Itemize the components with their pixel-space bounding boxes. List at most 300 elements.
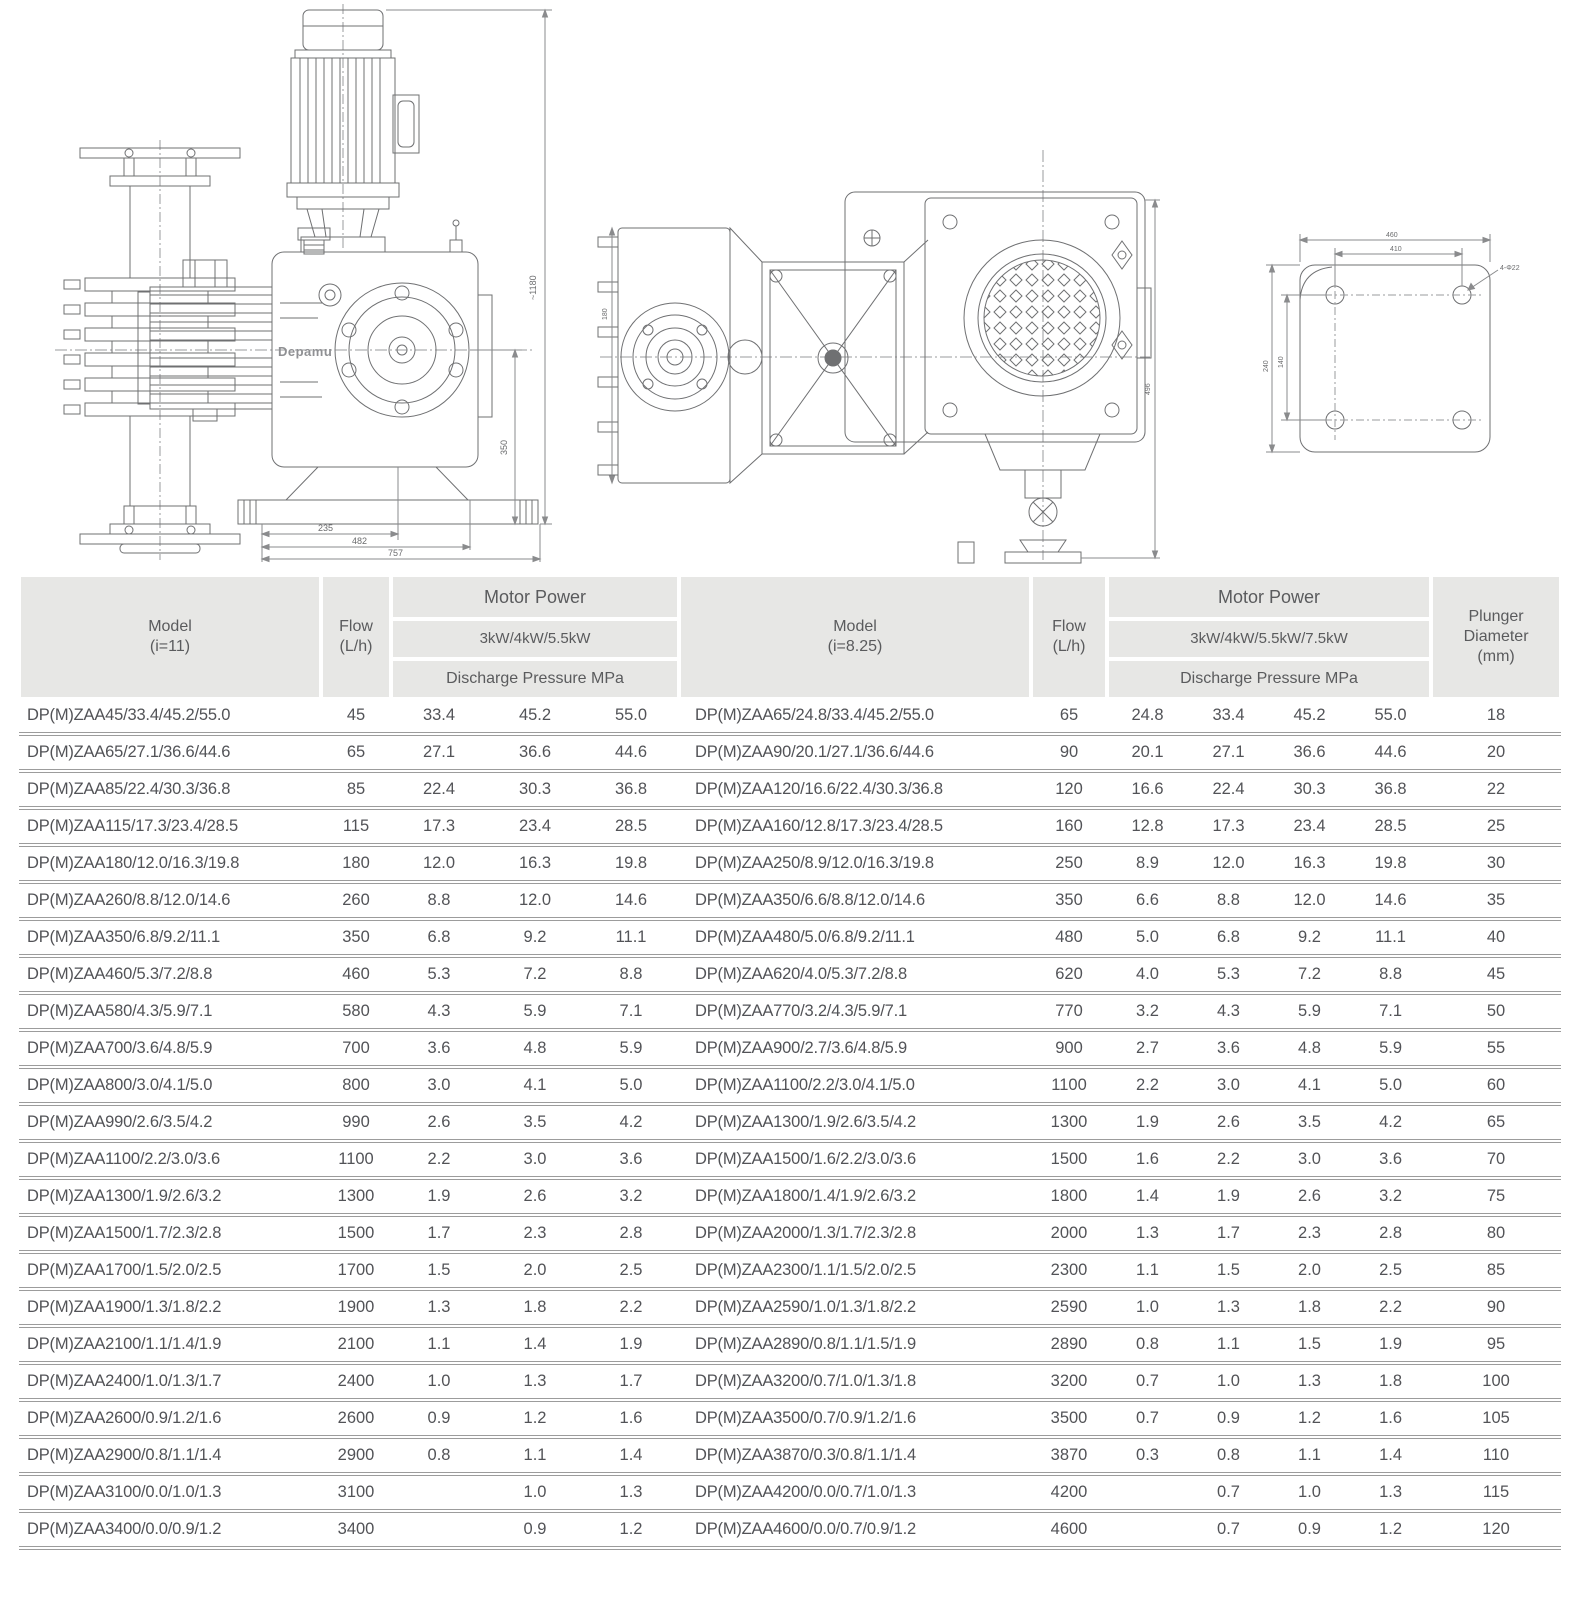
flow-cell: 350	[1031, 884, 1107, 921]
pressure-cell: 1.9	[1107, 1106, 1188, 1143]
pressure-cell: 28.5	[1350, 810, 1431, 847]
model-cell: DP(M)ZAA85/22.4/30.3/36.8	[19, 773, 321, 810]
pressure-cell: 30.3	[1269, 773, 1350, 810]
pressure-cell: 1.9	[1350, 1328, 1431, 1365]
model-cell: DP(M)ZAA120/16.6/22.4/30.3/36.8	[679, 773, 1031, 810]
pressure-cell: 1.3	[1350, 1476, 1431, 1513]
model-cell: DP(M)ZAA800/3.0/4.1/5.0	[19, 1069, 321, 1106]
motor	[287, 10, 419, 197]
pressure-cell: 1.2	[487, 1402, 583, 1439]
pressure-cell: 24.8	[1107, 699, 1188, 736]
pressure-cell: 1.7	[391, 1217, 487, 1254]
pressure-cell: 1.9	[1188, 1180, 1269, 1217]
flow-cell: 2590	[1031, 1291, 1107, 1328]
pump-head-top	[598, 228, 762, 483]
base-plate-drawing	[1263, 232, 1520, 452]
pressure-cell: 0.8	[1188, 1439, 1269, 1476]
top-view-dims	[602, 200, 1160, 558]
dim-plate-top-outer: 460	[1386, 232, 1398, 239]
model-cell: DP(M)ZAA4600/0.0/0.7/0.9/1.2	[679, 1513, 1031, 1550]
pressure-cell: 1.3	[391, 1291, 487, 1328]
dim-top-view-left: 180	[602, 308, 609, 320]
pressure-cell: 2.0	[487, 1254, 583, 1291]
table-row	[19, 921, 679, 958]
pressure-cell: 2.2	[1188, 1143, 1269, 1180]
plunger-cell: 110	[1431, 1439, 1561, 1476]
plunger-cell: 30	[1431, 847, 1561, 884]
model-cell: DP(M)ZAA900/2.7/3.6/4.8/5.9	[679, 1032, 1031, 1069]
pressure-cell: 14.6	[583, 884, 679, 921]
table-row	[679, 1402, 1561, 1439]
plunger-cell: 60	[1431, 1069, 1561, 1106]
pressure-cell: 0.8	[391, 1439, 487, 1476]
fan-grille	[984, 260, 1100, 376]
pressure-cell: 5.9	[1350, 1032, 1431, 1069]
pressure-cell: 1.0	[487, 1476, 583, 1513]
table-row	[19, 1106, 679, 1143]
pressure-cell: 5.0	[1350, 1069, 1431, 1106]
flow-cell: 120	[1031, 773, 1107, 810]
pressure-cell: 1.1	[391, 1328, 487, 1365]
model-cell: DP(M)ZAA65/24.8/33.4/45.2/55.0	[679, 699, 1031, 736]
pressure-cell: 1.0	[391, 1365, 487, 1402]
pressure-cell: 1.0	[1188, 1365, 1269, 1402]
flow-cell: 2600	[321, 1402, 391, 1439]
pressure-cell: 5.3	[391, 958, 487, 995]
flow-header-line1: Flow	[339, 618, 373, 635]
vent-plug	[450, 240, 462, 252]
table-row	[19, 958, 679, 995]
pressure-cell: 1.7	[1188, 1217, 1269, 1254]
pressure-cell: 1.3	[487, 1365, 583, 1402]
pressure-cell: 55.0	[583, 699, 679, 736]
flow-cell: 2100	[321, 1328, 391, 1365]
pressure-cell: 2.6	[391, 1106, 487, 1143]
pressure-cell: 1.8	[1269, 1291, 1350, 1328]
table-row	[19, 995, 679, 1032]
pressure-cell: 0.9	[1188, 1402, 1269, 1439]
spec-table-i825-body	[679, 699, 1561, 1550]
table-row	[679, 699, 1561, 736]
pressure-cell: 2.2	[583, 1291, 679, 1328]
flow-cell: 3870	[1031, 1439, 1107, 1476]
pressure-cell: 4.3	[1188, 995, 1269, 1032]
pressure-cell: 4.1	[1269, 1069, 1350, 1106]
pressure-cell: 1.1	[487, 1439, 583, 1476]
col-header-model	[19, 575, 321, 699]
pressure-cell: 1.3	[583, 1476, 679, 1513]
col-header-flow	[1031, 575, 1107, 699]
pressure-cell: 1.8	[1350, 1365, 1431, 1402]
spec-tables	[19, 575, 1561, 1550]
pressure-cell: 28.5	[583, 810, 679, 847]
pressure-cell: 12.0	[391, 847, 487, 884]
model-cell: DP(M)ZAA2400/1.0/1.3/1.7	[19, 1365, 321, 1402]
pressure-cell: 14.6	[1350, 884, 1431, 921]
model-header-line1: Model	[148, 618, 192, 635]
model-cell: DP(M)ZAA2100/1.1/1.4/1.9	[19, 1328, 321, 1365]
pressure-cell: 36.8	[583, 773, 679, 810]
pressure-cell: 0.9	[391, 1402, 487, 1439]
flow-cell: 1100	[1031, 1069, 1107, 1106]
flow-cell: 770	[1031, 995, 1107, 1032]
dim-top-view-right: 496	[1145, 383, 1152, 395]
model-cell: DP(M)ZAA3100/0.0/1.0/1.3	[19, 1476, 321, 1513]
table-row	[19, 847, 679, 884]
spec-table-i825-header	[679, 575, 1561, 699]
pressure-cell: 5.9	[487, 995, 583, 1032]
plunger-cell: 120	[1431, 1513, 1561, 1550]
pressure-cell: 4.0	[1107, 958, 1188, 995]
pressure-cell: 16.3	[487, 847, 583, 884]
pressure-cell: 0.8	[1107, 1328, 1188, 1365]
model-cell: DP(M)ZAA3500/0.7/0.9/1.2/1.6	[679, 1402, 1031, 1439]
pressure-cell: 4.2	[1350, 1106, 1431, 1143]
flow-cell: 900	[1031, 1032, 1107, 1069]
pressure-cell: 1.7	[583, 1365, 679, 1402]
col-header-plunger-diameter	[1431, 575, 1561, 699]
pressure-cell: 3.0	[1269, 1143, 1350, 1180]
pressure-cell: 2.8	[1350, 1217, 1431, 1254]
bolt-hole-note: 4-Φ22	[1500, 265, 1520, 272]
pressure-cell: 1.5	[1188, 1254, 1269, 1291]
flow-cell: 4200	[1031, 1476, 1107, 1513]
flow-cell: 3400	[321, 1513, 391, 1550]
plunger-cell: 40	[1431, 921, 1561, 958]
table-row	[679, 921, 1561, 958]
col-header-discharge-pressure: Discharge Pressure MPa	[391, 659, 679, 699]
pressure-cell: 16.6	[1107, 773, 1188, 810]
col-header-motor-power: Motor Power	[1107, 575, 1431, 619]
pressure-cell: 3.0	[391, 1069, 487, 1106]
model-cell: DP(M)ZAA580/4.3/5.9/7.1	[19, 995, 321, 1032]
pressure-cell: 3.0	[1188, 1069, 1269, 1106]
dim-base-1: 235	[318, 523, 334, 533]
table-row	[679, 1476, 1561, 1513]
pressure-cell: 1.8	[487, 1291, 583, 1328]
table-row	[679, 736, 1561, 773]
model-cell: DP(M)ZAA350/6.8/9.2/11.1	[19, 921, 321, 958]
pressure-cell: 2.7	[1107, 1032, 1188, 1069]
pressure-cell: 11.1	[1350, 921, 1431, 958]
pressure-cell: 12.0	[1188, 847, 1269, 884]
pressure-cell: 7.2	[487, 958, 583, 995]
plunger-cell: 105	[1431, 1402, 1561, 1439]
pressure-cell: 1.9	[391, 1180, 487, 1217]
pressure-cell: 1.2	[1350, 1513, 1431, 1550]
col-header-flow	[321, 575, 391, 699]
table-row	[679, 1106, 1561, 1143]
model-cell: DP(M)ZAA2600/0.9/1.2/1.6	[19, 1402, 321, 1439]
flow-header-line1: Flow	[1052, 618, 1086, 635]
model-header-line2: (i=8.25)	[827, 638, 883, 655]
pressure-cell: 36.8	[1350, 773, 1431, 810]
model-cell: DP(M)ZAA1500/1.7/2.3/2.8	[19, 1217, 321, 1254]
model-cell: DP(M)ZAA160/12.8/17.3/23.4/28.5	[679, 810, 1031, 847]
model-cell: DP(M)ZAA1300/1.9/2.6/3.5/4.2	[679, 1106, 1031, 1143]
pressure-cell: 1.3	[1188, 1291, 1269, 1328]
pressure-cell: 17.3	[1188, 810, 1269, 847]
model-cell: DP(M)ZAA1100/2.2/3.0/4.1/5.0	[679, 1069, 1031, 1106]
pressure-cell	[391, 1476, 487, 1513]
pressure-cell: 1.2	[583, 1513, 679, 1550]
flow-cell: 3100	[321, 1476, 391, 1513]
flow-cell: 1500	[1031, 1143, 1107, 1180]
flow-cell: 480	[1031, 921, 1107, 958]
plunger-header-line1: Plunger	[1468, 608, 1524, 625]
pump-base	[238, 467, 538, 524]
pressure-cell: 0.7	[1188, 1476, 1269, 1513]
table-row	[19, 1476, 679, 1513]
table-row	[19, 1439, 679, 1476]
plunger-cell: 22	[1431, 773, 1561, 810]
flow-cell: 65	[1031, 699, 1107, 736]
pressure-cell: 6.8	[391, 921, 487, 958]
pressure-cell: 23.4	[1269, 810, 1350, 847]
flow-cell: 2300	[1031, 1254, 1107, 1291]
model-cell: DP(M)ZAA250/8.9/12.0/16.3/19.8	[679, 847, 1031, 884]
pressure-cell: 27.1	[391, 736, 487, 773]
table-row	[679, 1143, 1561, 1180]
spec-table-i11-header	[19, 575, 679, 699]
pressure-cell: 3.6	[1188, 1032, 1269, 1069]
dim-base-2: 482	[352, 536, 368, 546]
dim-plate-left-inner: 140	[1278, 356, 1285, 368]
pressure-cell: 19.8	[583, 847, 679, 884]
model-cell: DP(M)ZAA460/5.3/7.2/8.8	[19, 958, 321, 995]
model-cell: DP(M)ZAA3200/0.7/1.0/1.3/1.8	[679, 1365, 1031, 1402]
pressure-cell: 8.9	[1107, 847, 1188, 884]
model-cell: DP(M)ZAA2890/0.8/1.1/1.5/1.9	[679, 1328, 1031, 1365]
technical-drawings	[0, 0, 1579, 570]
pressure-cell: 7.1	[583, 995, 679, 1032]
flow-cell: 160	[1031, 810, 1107, 847]
flow-cell: 2400	[321, 1365, 391, 1402]
table-row	[19, 1217, 679, 1254]
table-row	[679, 958, 1561, 995]
plunger-header-line3: (mm)	[1477, 648, 1515, 665]
pressure-cell: 0.7	[1107, 1365, 1188, 1402]
model-cell: DP(M)ZAA2300/1.1/1.5/2.0/2.5	[679, 1254, 1031, 1291]
flow-cell: 620	[1031, 958, 1107, 995]
flow-cell: 1300	[1031, 1106, 1107, 1143]
table-row	[679, 1032, 1561, 1069]
pressure-cell: 22.4	[391, 773, 487, 810]
spec-table-i11	[19, 575, 679, 1550]
flow-cell: 350	[321, 921, 391, 958]
pressure-cell: 5.9	[583, 1032, 679, 1069]
pressure-cell: 44.6	[1350, 736, 1431, 773]
model-cell: DP(M)ZAA770/3.2/4.3/5.9/7.1	[679, 995, 1031, 1032]
pressure-cell: 7.2	[1269, 958, 1350, 995]
pressure-cell: 11.1	[583, 921, 679, 958]
pressure-cell: 8.8	[1350, 958, 1431, 995]
pressure-cell: 3.2	[583, 1180, 679, 1217]
table-row	[19, 1032, 679, 1069]
pressure-cell: 1.9	[583, 1328, 679, 1365]
model-cell: DP(M)ZAA620/4.0/5.3/7.2/8.8	[679, 958, 1031, 995]
pressure-cell: 2.0	[1269, 1254, 1350, 1291]
flow-cell: 580	[321, 995, 391, 1032]
model-cell: DP(M)ZAA65/27.1/36.6/44.6	[19, 736, 321, 773]
pressure-cell: 2.6	[1269, 1180, 1350, 1217]
table-row	[679, 884, 1561, 921]
model-cell: DP(M)ZAA1700/1.5/2.0/2.5	[19, 1254, 321, 1291]
dim-centerline-height: 350	[499, 439, 509, 455]
pressure-cell: 2.3	[487, 1217, 583, 1254]
pressure-cell: 9.2	[1269, 921, 1350, 958]
pressure-cell: 12.0	[487, 884, 583, 921]
pressure-cell: 1.3	[1269, 1365, 1350, 1402]
plunger-cell: 75	[1431, 1180, 1561, 1217]
table-row	[679, 810, 1561, 847]
pressure-cell: 4.1	[487, 1069, 583, 1106]
flow-cell: 2900	[321, 1439, 391, 1476]
model-cell: DP(M)ZAA1100/2.2/3.0/3.6	[19, 1143, 321, 1180]
table-row	[19, 1328, 679, 1365]
dim-base-3: 757	[388, 548, 404, 558]
pressure-cell: 5.0	[583, 1069, 679, 1106]
pressure-cell: 23.4	[487, 810, 583, 847]
flow-cell: 260	[321, 884, 391, 921]
table-row	[19, 773, 679, 810]
model-cell: DP(M)ZAA1800/1.4/1.9/2.6/3.2	[679, 1180, 1031, 1217]
col-header-model	[679, 575, 1031, 699]
table-row	[679, 1365, 1561, 1402]
pressure-cell	[391, 1513, 487, 1550]
pressure-cell: 36.6	[1269, 736, 1350, 773]
table-row	[679, 1513, 1561, 1550]
flow-cell: 1300	[321, 1180, 391, 1217]
flow-cell: 45	[321, 699, 391, 736]
pressure-cell: 1.6	[583, 1402, 679, 1439]
table-row	[679, 1254, 1561, 1291]
flow-cell: 3200	[1031, 1365, 1107, 1402]
table-row	[679, 995, 1561, 1032]
plunger-cell: 70	[1431, 1143, 1561, 1180]
plunger-cell: 25	[1431, 810, 1561, 847]
flow-cell: 460	[321, 958, 391, 995]
table-row	[19, 1069, 679, 1106]
table-row	[679, 773, 1561, 810]
model-header-line2: (i=11)	[149, 638, 191, 655]
plunger-header-line2: Diameter	[1463, 628, 1529, 645]
pressure-cell: 4.8	[1269, 1032, 1350, 1069]
table-row	[19, 699, 679, 736]
table-row	[679, 1439, 1561, 1476]
table-row	[19, 1402, 679, 1439]
pressure-cell: 1.1	[1107, 1254, 1188, 1291]
spec-table-i825	[679, 575, 1561, 1550]
pressure-cell: 2.2	[391, 1143, 487, 1180]
pressure-cell: 1.4	[1350, 1439, 1431, 1476]
model-cell: DP(M)ZAA1900/1.3/1.8/2.2	[19, 1291, 321, 1328]
pressure-cell: 1.5	[1269, 1328, 1350, 1365]
pressure-cell: 0.9	[1269, 1513, 1350, 1550]
col-header-discharge-pressure: Discharge Pressure MPa	[1107, 659, 1431, 699]
pressure-cell: 1.6	[1107, 1143, 1188, 1180]
pressure-cell: 2.2	[1107, 1069, 1188, 1106]
pump-side-view-drawing	[55, 4, 552, 562]
pressure-cell: 19.8	[1350, 847, 1431, 884]
gear-housing	[272, 220, 492, 467]
flow-cell: 3500	[1031, 1402, 1107, 1439]
pressure-cell: 1.3	[1107, 1217, 1188, 1254]
model-cell: DP(M)ZAA3870/0.3/0.8/1.1/1.4	[679, 1439, 1031, 1476]
table-row	[19, 1254, 679, 1291]
pressure-cell: 6.6	[1107, 884, 1188, 921]
pressure-cell: 1.4	[487, 1328, 583, 1365]
pressure-cell: 8.8	[583, 958, 679, 995]
flow-header-line2: (L/h)	[339, 638, 373, 655]
flow-cell: 4600	[1031, 1513, 1107, 1550]
pressure-cell: 20.1	[1107, 736, 1188, 773]
spec-table-i11-body	[19, 699, 679, 1550]
model-cell: DP(M)ZAA2900/0.8/1.1/1.4	[19, 1439, 321, 1476]
pressure-cell: 3.5	[487, 1106, 583, 1143]
model-cell: DP(M)ZAA3400/0.0/0.9/1.2	[19, 1513, 321, 1550]
pressure-cell: 0.7	[1188, 1513, 1269, 1550]
model-cell: DP(M)ZAA1500/1.6/2.2/3.0/3.6	[679, 1143, 1031, 1180]
model-cell: DP(M)ZAA1300/1.9/2.6/3.2	[19, 1180, 321, 1217]
pressure-cell: 1.0	[1269, 1476, 1350, 1513]
flow-cell: 1800	[1031, 1180, 1107, 1217]
model-cell: DP(M)ZAA990/2.6/3.5/4.2	[19, 1106, 321, 1143]
table-row	[19, 736, 679, 773]
plunger-cell: 65	[1431, 1106, 1561, 1143]
col-header-power-ratings: 3kW/4kW/5.5kW/7.5kW	[1107, 619, 1431, 659]
model-cell: DP(M)ZAA4200/0.0/0.7/1.0/1.3	[679, 1476, 1031, 1513]
dim-plate-left-outer: 240	[1263, 360, 1270, 372]
motor-junction-box	[393, 95, 419, 153]
flow-header-line2: (L/h)	[1052, 638, 1086, 655]
pressure-cell: 1.5	[391, 1254, 487, 1291]
pressure-cell: 5.3	[1188, 958, 1269, 995]
col-header-power-ratings: 3kW/4kW/5.5kW	[391, 619, 679, 659]
flow-cell: 85	[321, 773, 391, 810]
pressure-cell: 0.3	[1107, 1439, 1188, 1476]
pressure-cell: 3.6	[391, 1032, 487, 1069]
pressure-cell: 3.6	[583, 1143, 679, 1180]
pressure-cell: 3.2	[1107, 995, 1188, 1032]
flow-cell: 2890	[1031, 1328, 1107, 1365]
pressure-cell: 1.4	[1107, 1180, 1188, 1217]
pressure-cell: 9.2	[487, 921, 583, 958]
table-row	[679, 847, 1561, 884]
pressure-cell: 8.8	[1188, 884, 1269, 921]
hydraulic-end	[138, 228, 333, 421]
table-row	[679, 1291, 1561, 1328]
plunger-cell: 95	[1431, 1328, 1561, 1365]
pressure-cell: 4.3	[391, 995, 487, 1032]
plunger-cell: 80	[1431, 1217, 1561, 1254]
brand-label: Depamu	[278, 344, 333, 359]
pressure-cell: 2.2	[1350, 1291, 1431, 1328]
pressure-cell: 2.5	[1350, 1254, 1431, 1291]
pressure-cell: 33.4	[1188, 699, 1269, 736]
pressure-cell: 17.3	[391, 810, 487, 847]
table-row	[19, 1291, 679, 1328]
flow-cell: 700	[321, 1032, 391, 1069]
flow-cell: 1100	[321, 1143, 391, 1180]
pressure-cell: 6.8	[1188, 921, 1269, 958]
model-cell: DP(M)ZAA2000/1.3/1.7/2.3/2.8	[679, 1217, 1031, 1254]
pump-top-view-drawing	[598, 150, 1160, 563]
table-row	[19, 1180, 679, 1217]
flow-cell: 90	[1031, 736, 1107, 773]
plunger-cell: 85	[1431, 1254, 1561, 1291]
pressure-cell: 2.6	[1188, 1106, 1269, 1143]
